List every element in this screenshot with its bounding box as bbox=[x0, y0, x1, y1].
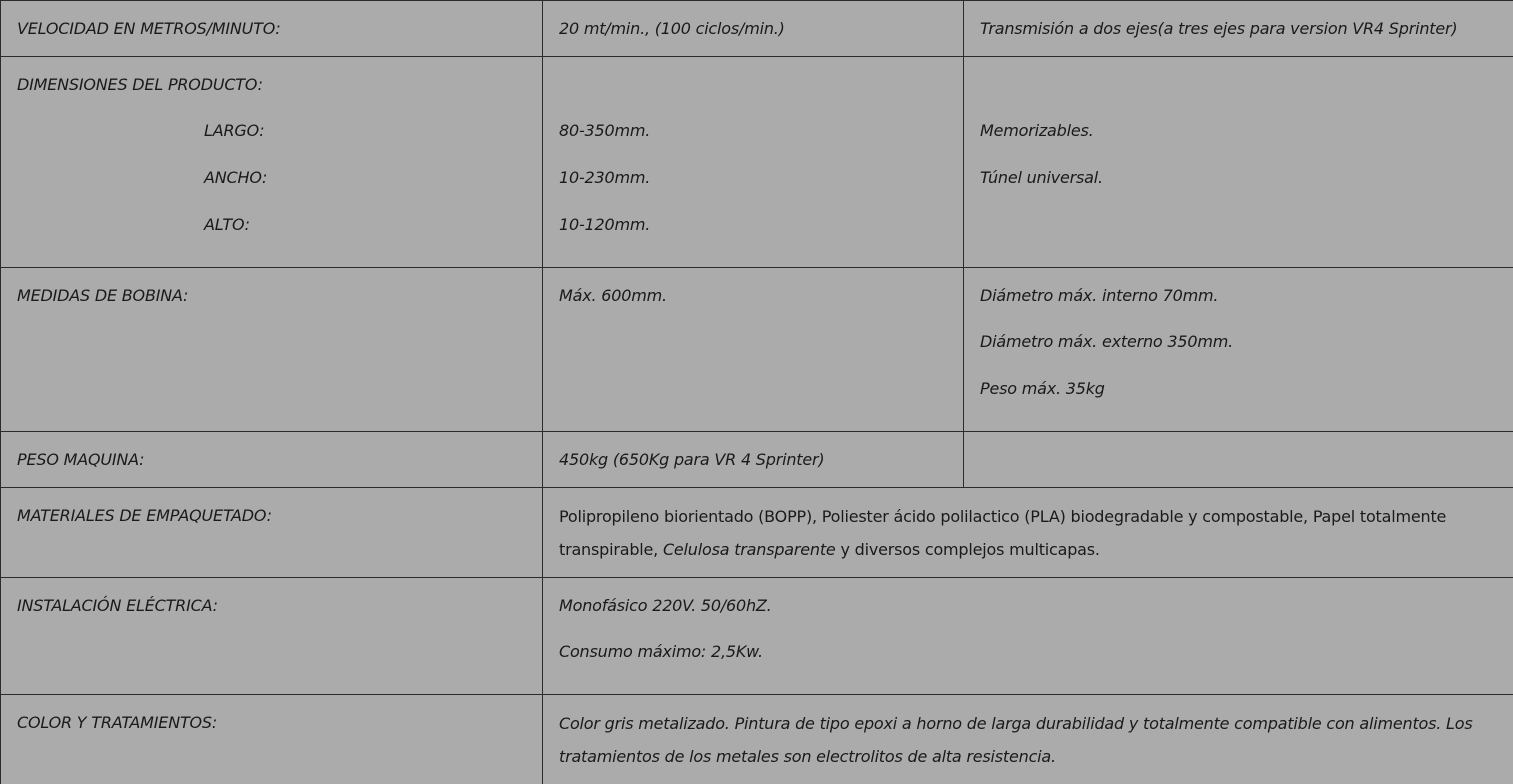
velocidad-note: Transmisión a dos ejes(a tres ejes para version VR4 Sprinter) bbox=[980, 19, 1458, 38]
color-label-cell bbox=[1, 695, 543, 784]
velocidad-label-cell bbox=[1, 1, 543, 57]
dimensiones-note-1: Memorizables. bbox=[980, 121, 1094, 140]
dimensiones-value-cell bbox=[543, 57, 964, 268]
velocidad-value-cell bbox=[543, 1, 964, 57]
materiales-text bbox=[559, 488, 1513, 566]
dimensiones-spacer bbox=[559, 57, 963, 103]
materiales-text-a: Polipropileno biorientado (BOPP), Poliester ácido polilactico (PLA) biodegradable y compostable, Papel totalmente transpirable, bbox=[559, 507, 1447, 559]
bobina-note-3: Peso máx. 35kg bbox=[980, 379, 1105, 398]
dimensiones-note-cell bbox=[964, 57, 1513, 268]
bobina-note-2: Diámetro máx. externo 350mm. bbox=[980, 332, 1233, 351]
table-row-velocidad bbox=[1, 1, 1513, 57]
electrica-value-cell bbox=[543, 578, 1513, 695]
bobina-label: MEDIDAS DE BOBINA: bbox=[17, 286, 189, 305]
table-row-electrica bbox=[1, 578, 1513, 695]
materiales-text-b: y diversos complejos multicapas. bbox=[835, 540, 1100, 559]
electrica-label-cell bbox=[1, 578, 543, 695]
table-row-dimensiones bbox=[1, 57, 1513, 268]
materiales-label: MATERIALES DE EMPAQUETADO: bbox=[17, 506, 272, 525]
peso-note bbox=[980, 432, 1513, 478]
color-value-cell bbox=[543, 695, 1513, 784]
materiales-text-italic: Celulosa transparente bbox=[662, 540, 836, 559]
peso-value-cell bbox=[543, 432, 964, 488]
bobina-value: Máx. 600mm. bbox=[559, 286, 667, 305]
table-row-bobina bbox=[1, 268, 1513, 432]
velocidad-value: 20 mt/min., (100 ciclos/min.) bbox=[559, 19, 785, 38]
largo-label: LARGO: bbox=[204, 121, 265, 140]
alto-value: 10-120mm. bbox=[559, 215, 651, 234]
color-text: Color gris metalizado. Pintura de tipo epoxi a horno de larga durabilidad y totalmente compatible con alimentos. Los tratamientos de los metales son electrolitos de alta resistencia. bbox=[559, 714, 1473, 766]
materiales-value-cell bbox=[543, 488, 1513, 578]
dimensiones-label-cell bbox=[1, 57, 543, 268]
table-row-peso bbox=[1, 432, 1513, 488]
peso-label-cell bbox=[1, 432, 543, 488]
dimensiones-label: DIMENSIONES DEL PRODUCTO: bbox=[17, 75, 263, 94]
dimensiones-note-2: Túnel universal. bbox=[980, 168, 1103, 187]
velocidad-note-cell bbox=[964, 1, 1513, 57]
materiales-label-cell bbox=[1, 488, 543, 578]
electrica-value-2: Consumo máximo: 2,5Kw. bbox=[559, 642, 763, 661]
bobina-value-cell bbox=[543, 268, 964, 432]
electrica-label: INSTALACIÓN ELÉCTRICA: bbox=[17, 596, 218, 615]
bobina-label-cell bbox=[1, 268, 543, 432]
bobina-note-cell bbox=[964, 268, 1513, 432]
peso-note-cell bbox=[964, 432, 1513, 488]
electrica-value-1: Monofásico 220V. 50/60hZ. bbox=[559, 596, 772, 615]
table-row-materiales bbox=[1, 488, 1513, 578]
color-label: COLOR Y TRATAMIENTOS: bbox=[17, 713, 218, 732]
ancho-value: 10-230mm. bbox=[559, 168, 651, 187]
velocidad-label: VELOCIDAD EN METROS/MINUTO: bbox=[17, 19, 281, 38]
bobina-note-1: Diámetro máx. interno 70mm. bbox=[980, 286, 1219, 305]
ancho-label: ANCHO: bbox=[204, 168, 268, 187]
peso-label: PESO MAQUINA: bbox=[17, 450, 145, 469]
largo-value: 80-350mm. bbox=[559, 121, 651, 140]
peso-value: 450kg (650Kg para VR 4 Sprinter) bbox=[559, 450, 825, 469]
alto-label: ALTO: bbox=[204, 215, 250, 234]
dimensiones-note-spacer bbox=[980, 57, 1513, 103]
table-row-color bbox=[1, 695, 1513, 784]
